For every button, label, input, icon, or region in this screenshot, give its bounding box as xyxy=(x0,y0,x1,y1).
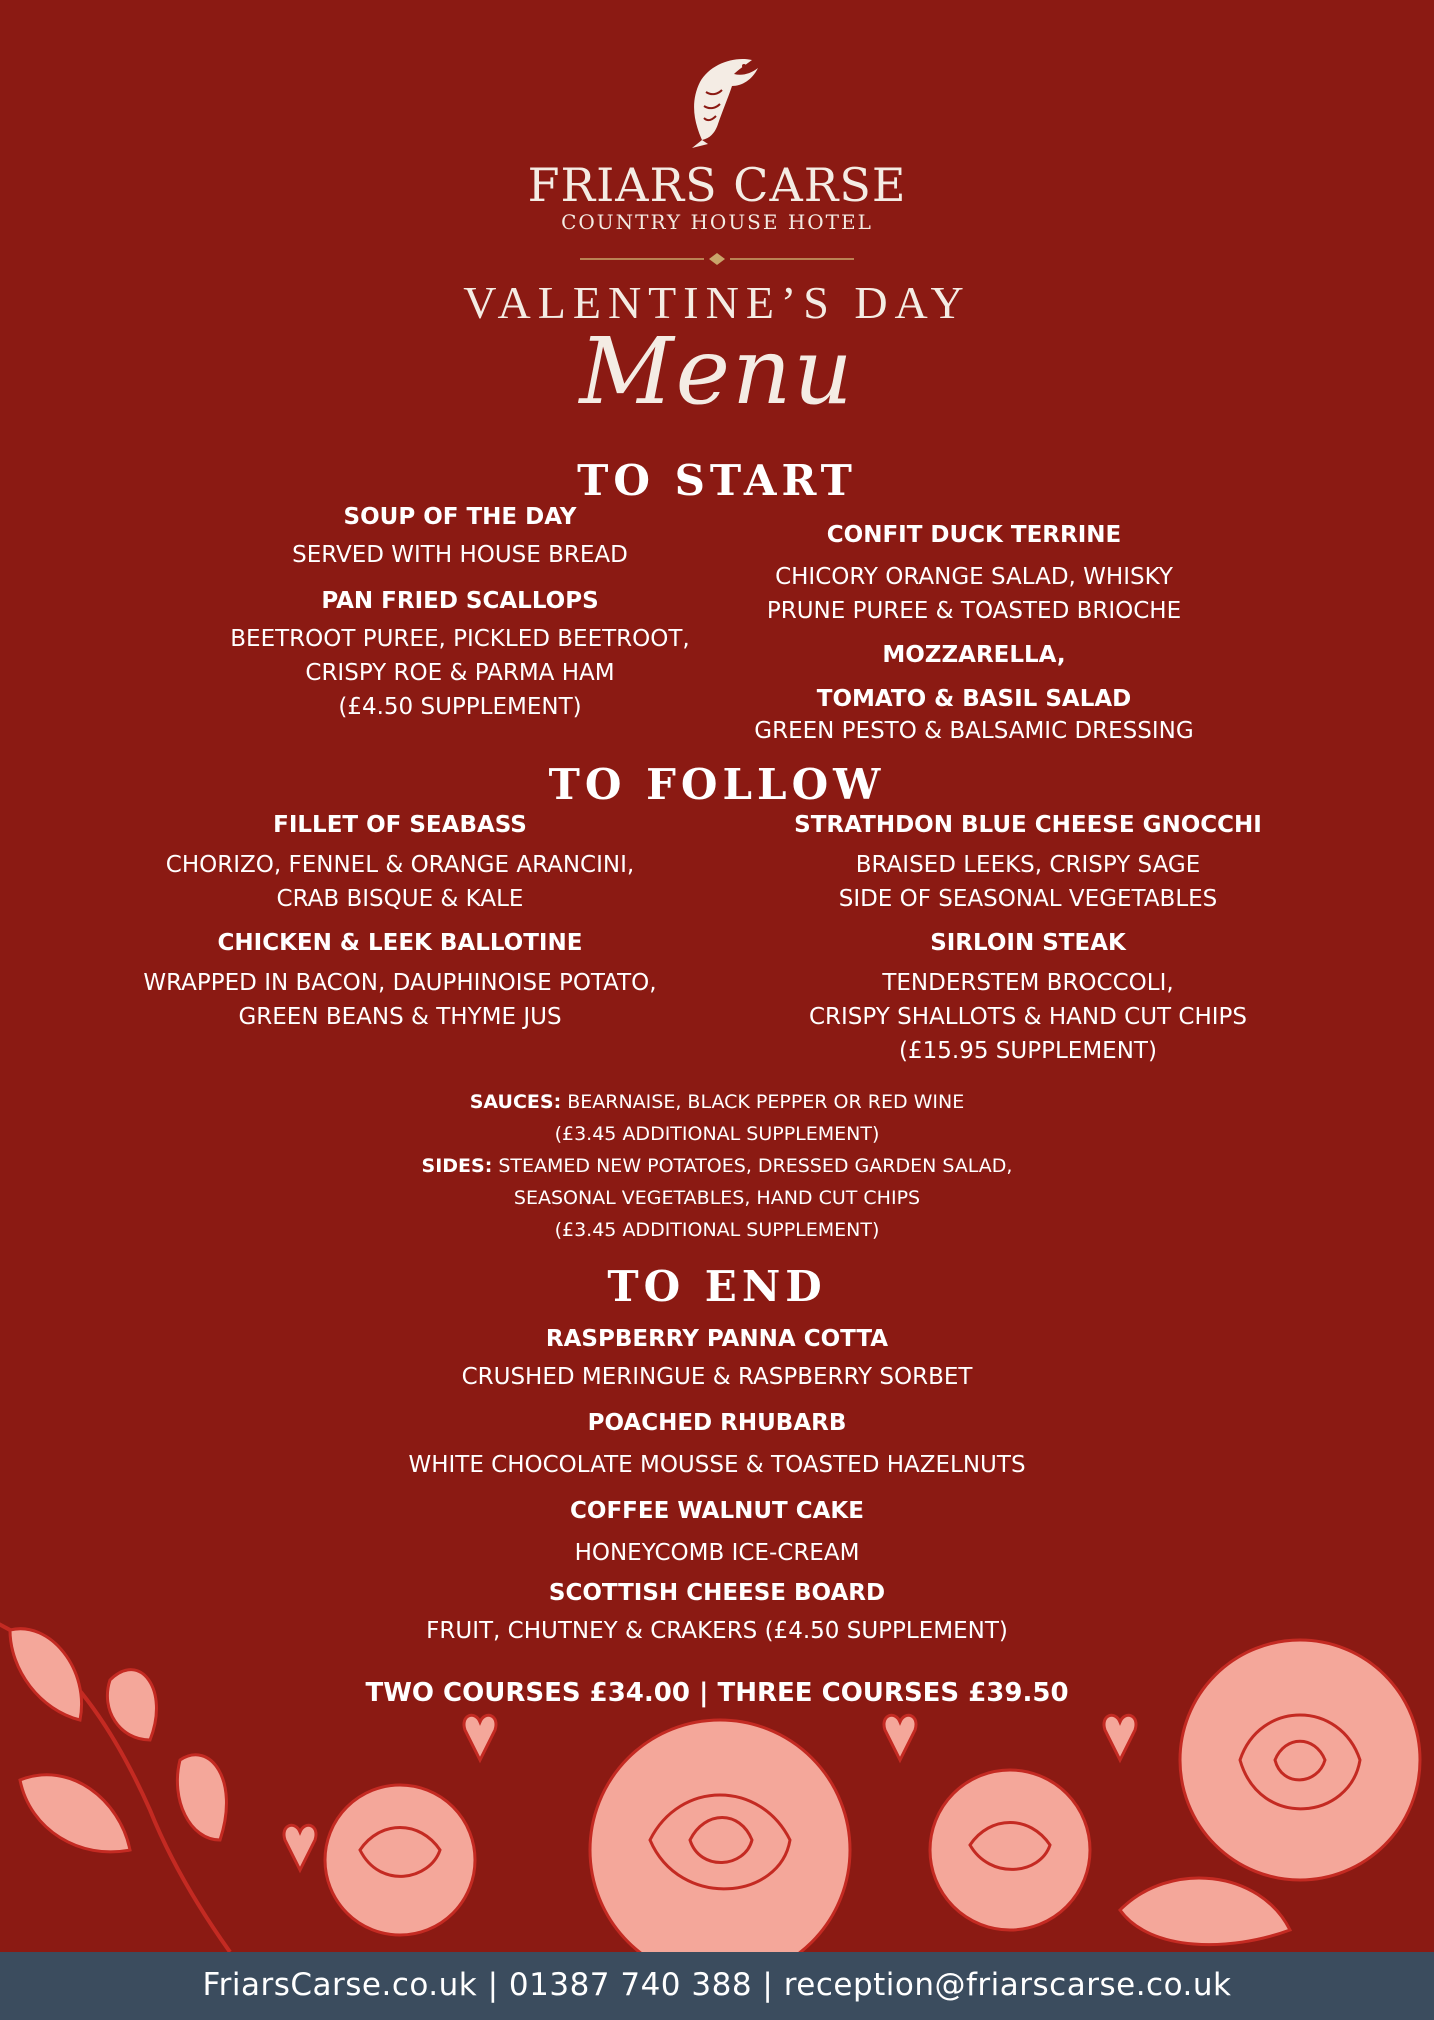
follow-item-chicken xyxy=(100,928,700,1034)
end-item-panna-cotta xyxy=(0,1324,1434,1394)
sides-line-2: SEASONAL VEGETABLES, HAND CUT CHIPS xyxy=(513,1187,921,1209)
roses-illustration xyxy=(0,1610,1434,1952)
section-to-end: TO END xyxy=(607,1262,827,1311)
item-name: FILLET OF SEABASS xyxy=(273,812,527,838)
end-item-rhubarb xyxy=(0,1408,1434,1482)
ornament-divider xyxy=(580,252,854,266)
item-desc: BEETROOT PUREE, PICKLED BEETROOT, xyxy=(230,626,690,652)
course-pricing: TWO COURSES £34.00 | THREE COURSES £39.50 xyxy=(365,1678,1069,1708)
item-desc: WRAPPED IN BACON, DAUPHINOISE POTATO, xyxy=(143,970,657,996)
start-item-soup xyxy=(160,502,760,572)
start-item-duck xyxy=(674,520,1274,628)
sides-line: SIDES: STEAMED NEW POTATOES, DRESSED GARDEN SALAD, xyxy=(421,1155,1013,1177)
sides-note: (£3.45 ADDITIONAL SUPPLEMENT) xyxy=(554,1219,880,1241)
item-name: SOUP OF THE DAY xyxy=(343,504,577,530)
follow-item-seabass xyxy=(100,810,700,916)
item-name: SCOTTISH CHEESE BOARD xyxy=(548,1580,886,1606)
item-desc: (£4.50 SUPPLEMENT) xyxy=(338,694,582,720)
end-item-walnut-cake xyxy=(0,1496,1434,1570)
item-desc: PRUNE PUREE & TOASTED BRIOCHE xyxy=(766,598,1182,624)
item-desc: SERVED WITH HOUSE BREAD xyxy=(292,542,628,568)
item-name: MOZZARELLA, xyxy=(882,642,1066,668)
item-desc: HONEYCOMB ICE-CREAM xyxy=(574,1540,860,1566)
brand-name: FRIARS CARSE xyxy=(527,158,907,212)
salmon-logo-icon xyxy=(672,52,772,152)
sauces-and-sides xyxy=(0,1086,1434,1246)
start-item-scallops xyxy=(160,586,760,724)
item-desc: WHITE CHOCOLATE MOUSSE & TOASTED HAZELNUTS xyxy=(408,1452,1026,1478)
item-desc: GREEN PESTO & BALSAMIC DRESSING xyxy=(754,718,1194,744)
item-desc: CRUSHED MERINGUE & RASPBERRY SORBET xyxy=(461,1364,973,1390)
item-desc: SIDE OF SEASONAL VEGETABLES xyxy=(838,886,1218,912)
item-desc: CRISPY ROE & PARMA HAM xyxy=(305,660,615,686)
item-name: CHICKEN & LEEK BALLOTINE xyxy=(217,930,583,956)
sauces-line: SAUCES: BEARNAISE, BLACK PEPPER OR RED WINE xyxy=(469,1091,965,1113)
item-desc: BRAISED LEEKS, CRISPY SAGE xyxy=(855,852,1201,878)
item-desc: CRAB BISQUE & KALE xyxy=(276,886,524,912)
item-desc: CRISPY SHALLOTS & HAND CUT CHIPS xyxy=(808,1004,1247,1030)
item-name: PAN FRIED SCALLOPS xyxy=(321,588,599,614)
follow-item-gnocchi xyxy=(728,810,1328,916)
item-name: SIRLOIN STEAK xyxy=(930,930,1126,956)
item-name: STRATHDON BLUE CHEESE GNOCCHI xyxy=(794,812,1262,838)
item-desc: (£15.95 SUPPLEMENT) xyxy=(899,1038,1157,1064)
section-to-start: TO START xyxy=(577,456,857,505)
item-name: CONFIT DUCK TERRINE xyxy=(826,522,1122,548)
menu-script-title: Menu xyxy=(579,318,855,425)
follow-item-steak xyxy=(728,928,1328,1068)
item-name: COFFEE WALNUT CAKE xyxy=(570,1498,864,1524)
item-name: RASPBERRY PANNA COTTA xyxy=(545,1326,889,1352)
item-name-2: TOMATO & BASIL SALAD xyxy=(816,686,1132,712)
item-desc: FRUIT, CHUTNEY & CRAKERS (£4.50 SUPPLEMENT) xyxy=(426,1618,1008,1644)
sauces-note: (£3.45 ADDITIONAL SUPPLEMENT) xyxy=(554,1123,880,1145)
item-name: POACHED RHUBARB xyxy=(587,1410,847,1436)
item-desc: TENDERSTEM BROCCOLI, xyxy=(882,970,1174,996)
item-desc: CHORIZO, FENNEL & ORANGE ARANCINI, xyxy=(165,852,635,878)
item-desc: GREEN BEANS & THYME JUS xyxy=(238,1004,562,1030)
footer-contact[interactable]: FriarsCarse.co.uk | 01387 740 388 | reception@friarscarse.co.uk xyxy=(0,1952,1434,2020)
valentines-title: VALENTINE’S DAY xyxy=(463,277,971,328)
section-to-follow: TO FOLLOW xyxy=(548,760,886,809)
brand-subtitle: COUNTRY HOUSE HOTEL xyxy=(561,210,873,234)
start-item-mozzarella xyxy=(674,640,1274,748)
item-desc: CHICORY ORANGE SALAD, WHISKY xyxy=(775,564,1173,590)
